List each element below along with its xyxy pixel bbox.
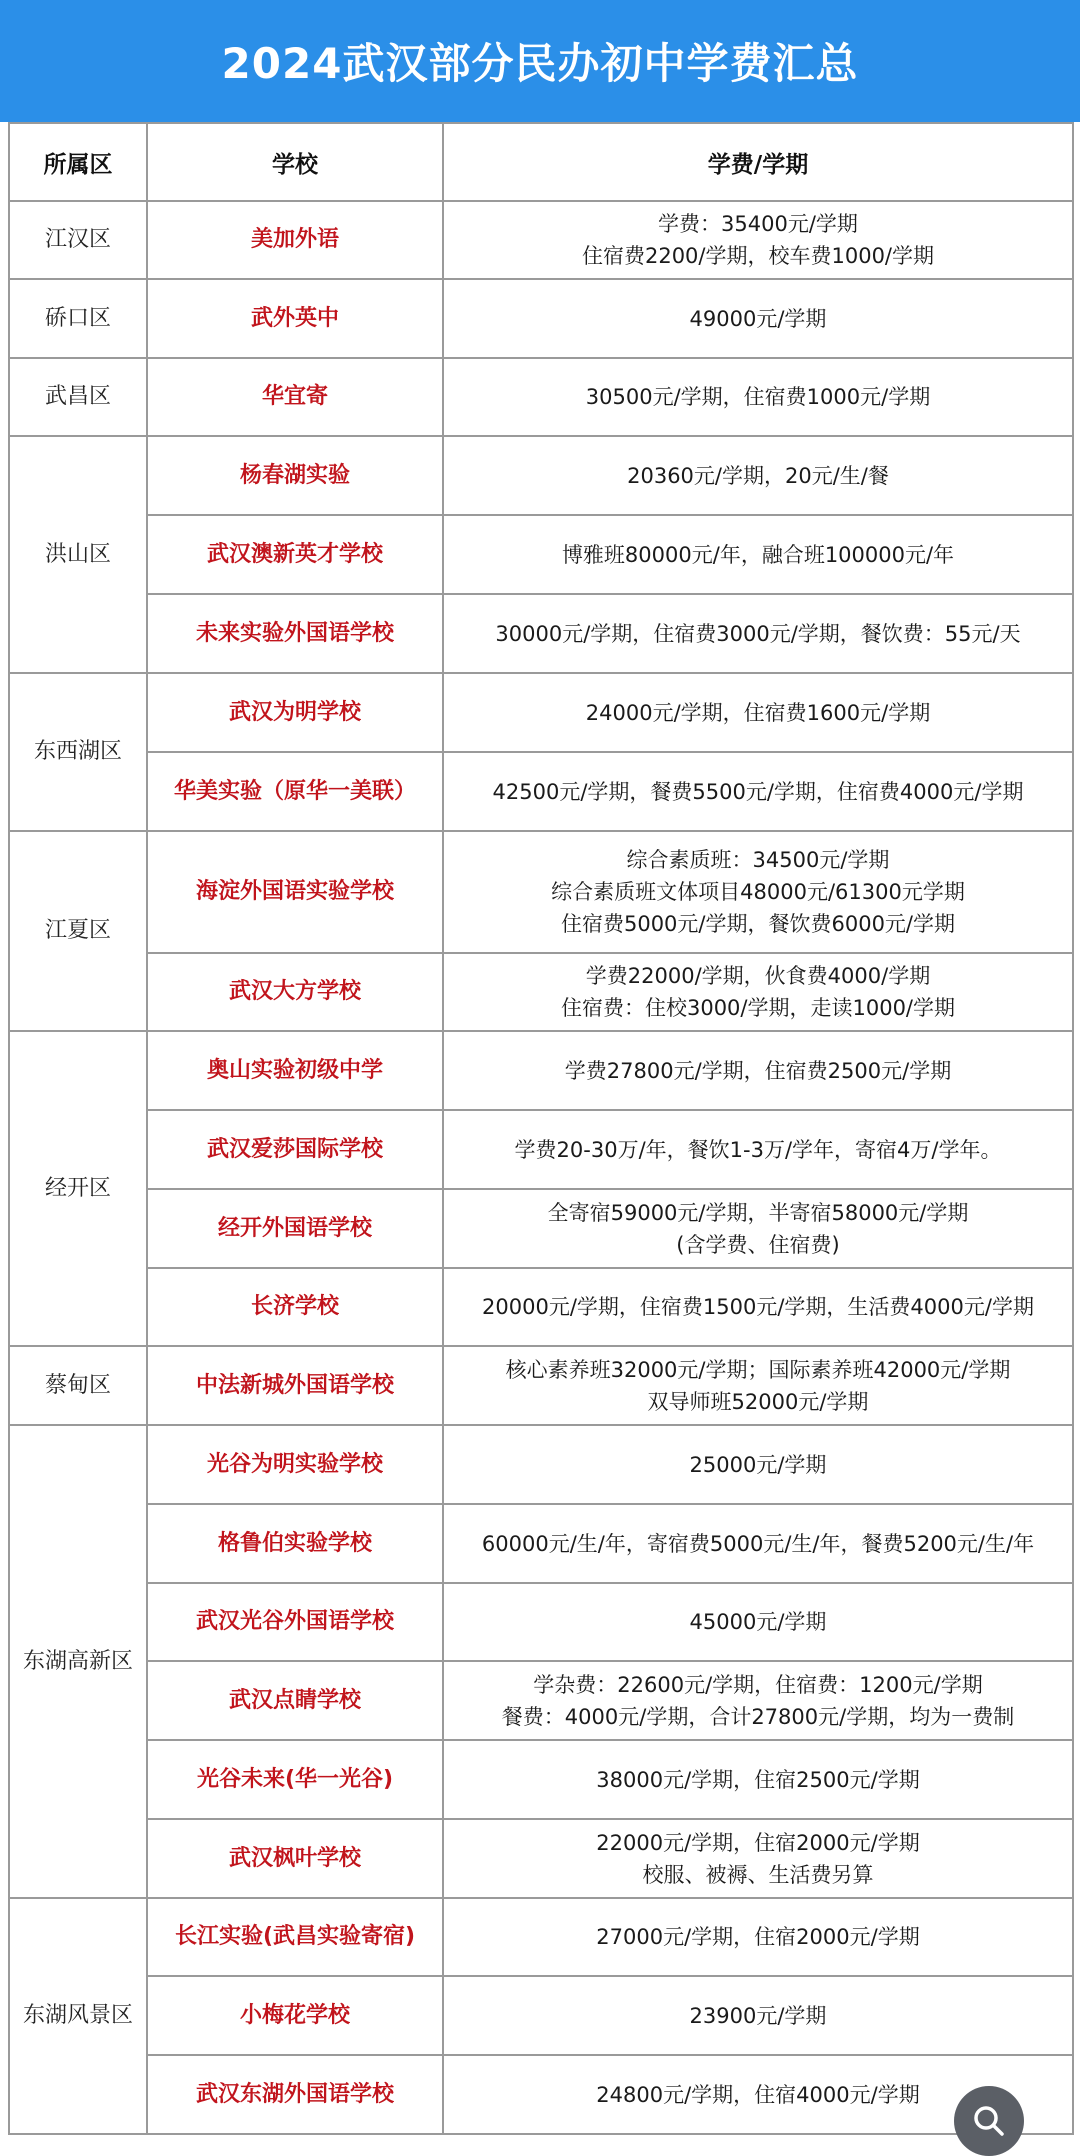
fee-line: 20000元/学期，住宿费1500元/学期，生活费4000元/学期 (482, 1295, 1034, 1319)
fee-line: 30500元/学期，住宿费1000元/学期 (585, 385, 931, 409)
school-cell: 武汉枫叶学校 (147, 1819, 443, 1898)
table-row (9, 594, 1073, 673)
school-cell: 光谷为明实验学校 (147, 1425, 443, 1504)
fee-cell (443, 1425, 1073, 1504)
school-cell: 中法新城外国语学校 (147, 1346, 443, 1425)
fee-line: 42500元/学期，餐费5500元/学期，住宿费4000元/学期 (492, 779, 1024, 804)
table-body (9, 201, 1073, 2134)
table-header-row (9, 123, 1073, 201)
fee-cell (443, 953, 1073, 1031)
table-row (9, 831, 1073, 953)
table-row (9, 1346, 1073, 1425)
fee-cell (443, 594, 1073, 673)
table-row (9, 358, 1073, 436)
table-row (9, 1031, 1073, 1110)
school-cell: 杨春湖实验 (147, 436, 443, 515)
table-row (9, 1583, 1073, 1661)
table-row (9, 1740, 1073, 1819)
table-row (9, 752, 1073, 831)
fee-line: 学杂费：22600元/学期，住宿费：1200元/学期 (533, 1672, 983, 1697)
table-row (9, 673, 1073, 752)
fee-line: 学费27800元/学期，住宿费2500元/学期 (564, 1058, 952, 1083)
table-row (9, 279, 1073, 358)
fee-line: 27000元/学期，住宿2000元/学期 (596, 1925, 920, 1949)
fee-cell (443, 1740, 1073, 1819)
school-cell: 海淀外国语实验学校 (147, 831, 443, 953)
table-row (9, 1504, 1073, 1583)
school-cell: 武外英中 (147, 279, 443, 358)
fee-cell (443, 1583, 1073, 1661)
fee-cell (443, 1504, 1073, 1583)
fee-cell (443, 1346, 1073, 1425)
fee-line: 60000元/生/年，寄宿费5000元/生/年，餐费5200元/生/年 (481, 1531, 1035, 1556)
fee-line: 23900元/学期 (689, 2003, 827, 2028)
table-row (9, 1425, 1073, 1504)
school-cell: 华美实验（原华一美联） (147, 752, 443, 831)
fee-line: 餐费：4000元/学期，合计27800元/学期，均为一费制 (501, 1704, 1015, 1729)
fee-line: 24800元/学期，住宿4000元/学期 (596, 2082, 920, 2107)
fee-line: 20360元/学期，20元/生/餐 (627, 463, 889, 488)
school-cell: 长江实验(武昌实验寄宿) (147, 1898, 443, 1976)
school-cell: 武汉点睛学校 (147, 1661, 443, 1740)
fee-line: 49000元/学期 (689, 306, 827, 331)
fee-cell (443, 1110, 1073, 1189)
fee-cell (443, 436, 1073, 515)
school-cell: 武汉大方学校 (147, 953, 443, 1031)
fee-cell (443, 1976, 1073, 2055)
fee-line: 核心素养班32000元/学期；国际素养班42000元/学期 (505, 1357, 1011, 1382)
fee-line: 25000元/学期 (689, 1452, 827, 1477)
school-cell: 武汉光谷外国语学校 (147, 1583, 443, 1661)
fee-cell (443, 752, 1073, 831)
table-row (9, 1819, 1073, 1898)
fee-line: 综合素质班文体项目48000元/61300元学期 (551, 880, 965, 904)
district-cell: 硚口区 (9, 279, 147, 358)
school-cell: 经开外国语学校 (147, 1189, 443, 1268)
page-title: 2024武汉部分民办初中学费汇总 (221, 39, 859, 88)
fee-line: 住宿费：住校3000/学期，走读1000/学期 (560, 996, 956, 1020)
fee-table (8, 122, 1074, 2135)
fee-cell (443, 1661, 1073, 1740)
district-cell: 武昌区 (9, 358, 147, 436)
fee-cell (443, 1819, 1073, 1898)
school-cell: 武汉爱莎国际学校 (147, 1110, 443, 1189)
fee-line: 综合素质班：34500元/学期 (626, 848, 890, 872)
fee-line: 22000元/学期，住宿2000元/学期 (596, 1830, 920, 1855)
fee-cell (443, 1031, 1073, 1110)
fee-line: 24000元/学期，住宿费1600元/学期 (585, 700, 931, 725)
school-cell: 美加外语 (147, 201, 443, 279)
fee-cell (443, 1898, 1073, 1976)
fee-line: 住宿费2200/学期，校车费1000/学期 (581, 244, 935, 268)
fee-line: 学费：35400元/学期 (658, 212, 858, 236)
school-cell: 华宜寄 (147, 358, 443, 436)
table-row (9, 2055, 1073, 2134)
fee-line: (含学费、住宿费) (676, 1232, 840, 1257)
fee-cell (443, 831, 1073, 953)
fee-line: 学费22000/学期，伙食费4000/学期 (585, 964, 931, 988)
district-cell: 洪山区 (9, 436, 147, 673)
table-row (9, 1268, 1073, 1346)
school-cell: 小梅花学校 (147, 1976, 443, 2055)
fee-line: 住宿费5000元/学期，餐饮费6000元/学期 (560, 912, 956, 936)
fee-line: 45000元/学期 (689, 1610, 827, 1634)
table-row (9, 953, 1073, 1031)
table-row (9, 201, 1073, 279)
fee-cell (443, 1268, 1073, 1346)
school-cell: 武汉为明学校 (147, 673, 443, 752)
school-cell: 长济学校 (147, 1268, 443, 1346)
header-district: 所属区 (9, 123, 147, 201)
school-cell: 未来实验外国语学校 (147, 594, 443, 673)
search-button[interactable] (954, 2086, 1024, 2156)
school-cell: 光谷未来(华一光谷) (147, 1740, 443, 1819)
district-cell: 江汉区 (9, 201, 147, 279)
district-cell: 东湖风景区 (9, 1898, 147, 2134)
fee-line: 38000元/学期，住宿2500元/学期 (596, 1767, 920, 1792)
fee-cell (443, 201, 1073, 279)
school-cell: 武汉澳新英才学校 (147, 515, 443, 594)
district-cell: 东西湖区 (9, 673, 147, 831)
district-cell: 蔡甸区 (9, 1346, 147, 1425)
district-cell: 经开区 (9, 1031, 147, 1346)
fee-cell (443, 279, 1073, 358)
table-row (9, 436, 1073, 515)
table-row (9, 1976, 1073, 2055)
fee-line: 学费20-30万/年，餐饮1-3万/学年，寄宿4万/学年。 (514, 1137, 1002, 1162)
table-row (9, 515, 1073, 594)
school-cell: 格鲁伯实验学校 (147, 1504, 443, 1583)
district-cell: 东湖高新区 (9, 1425, 147, 1898)
header-fee: 学费/学期 (443, 123, 1073, 201)
fee-line: 博雅班80000元/年，融合班100000元/年 (561, 542, 955, 567)
fee-line: 双导师班52000元/学期 (647, 1389, 869, 1414)
district-cell: 江夏区 (9, 831, 147, 1031)
fee-line: 校服、被褥、生活费另算 (642, 1862, 874, 1887)
table-row (9, 1110, 1073, 1189)
table-row (9, 1189, 1073, 1268)
fee-cell (443, 673, 1073, 752)
fee-line: 30000元/学期，住宿费3000元/学期，餐饮费：55元/天 (495, 621, 1021, 646)
title-banner (0, 0, 1080, 122)
school-cell: 武汉东湖外国语学校 (147, 2055, 443, 2134)
fee-cell (443, 1189, 1073, 1268)
table-row (9, 1661, 1073, 1740)
school-cell: 奥山实验初级中学 (147, 1031, 443, 1110)
fee-cell (443, 515, 1073, 594)
header-school: 学校 (147, 123, 443, 201)
search-icon (970, 2102, 1008, 2140)
table-row (9, 1898, 1073, 1976)
fee-line: 全寄宿59000元/学期，半寄宿58000元/学期 (547, 1200, 969, 1225)
fee-cell (443, 358, 1073, 436)
